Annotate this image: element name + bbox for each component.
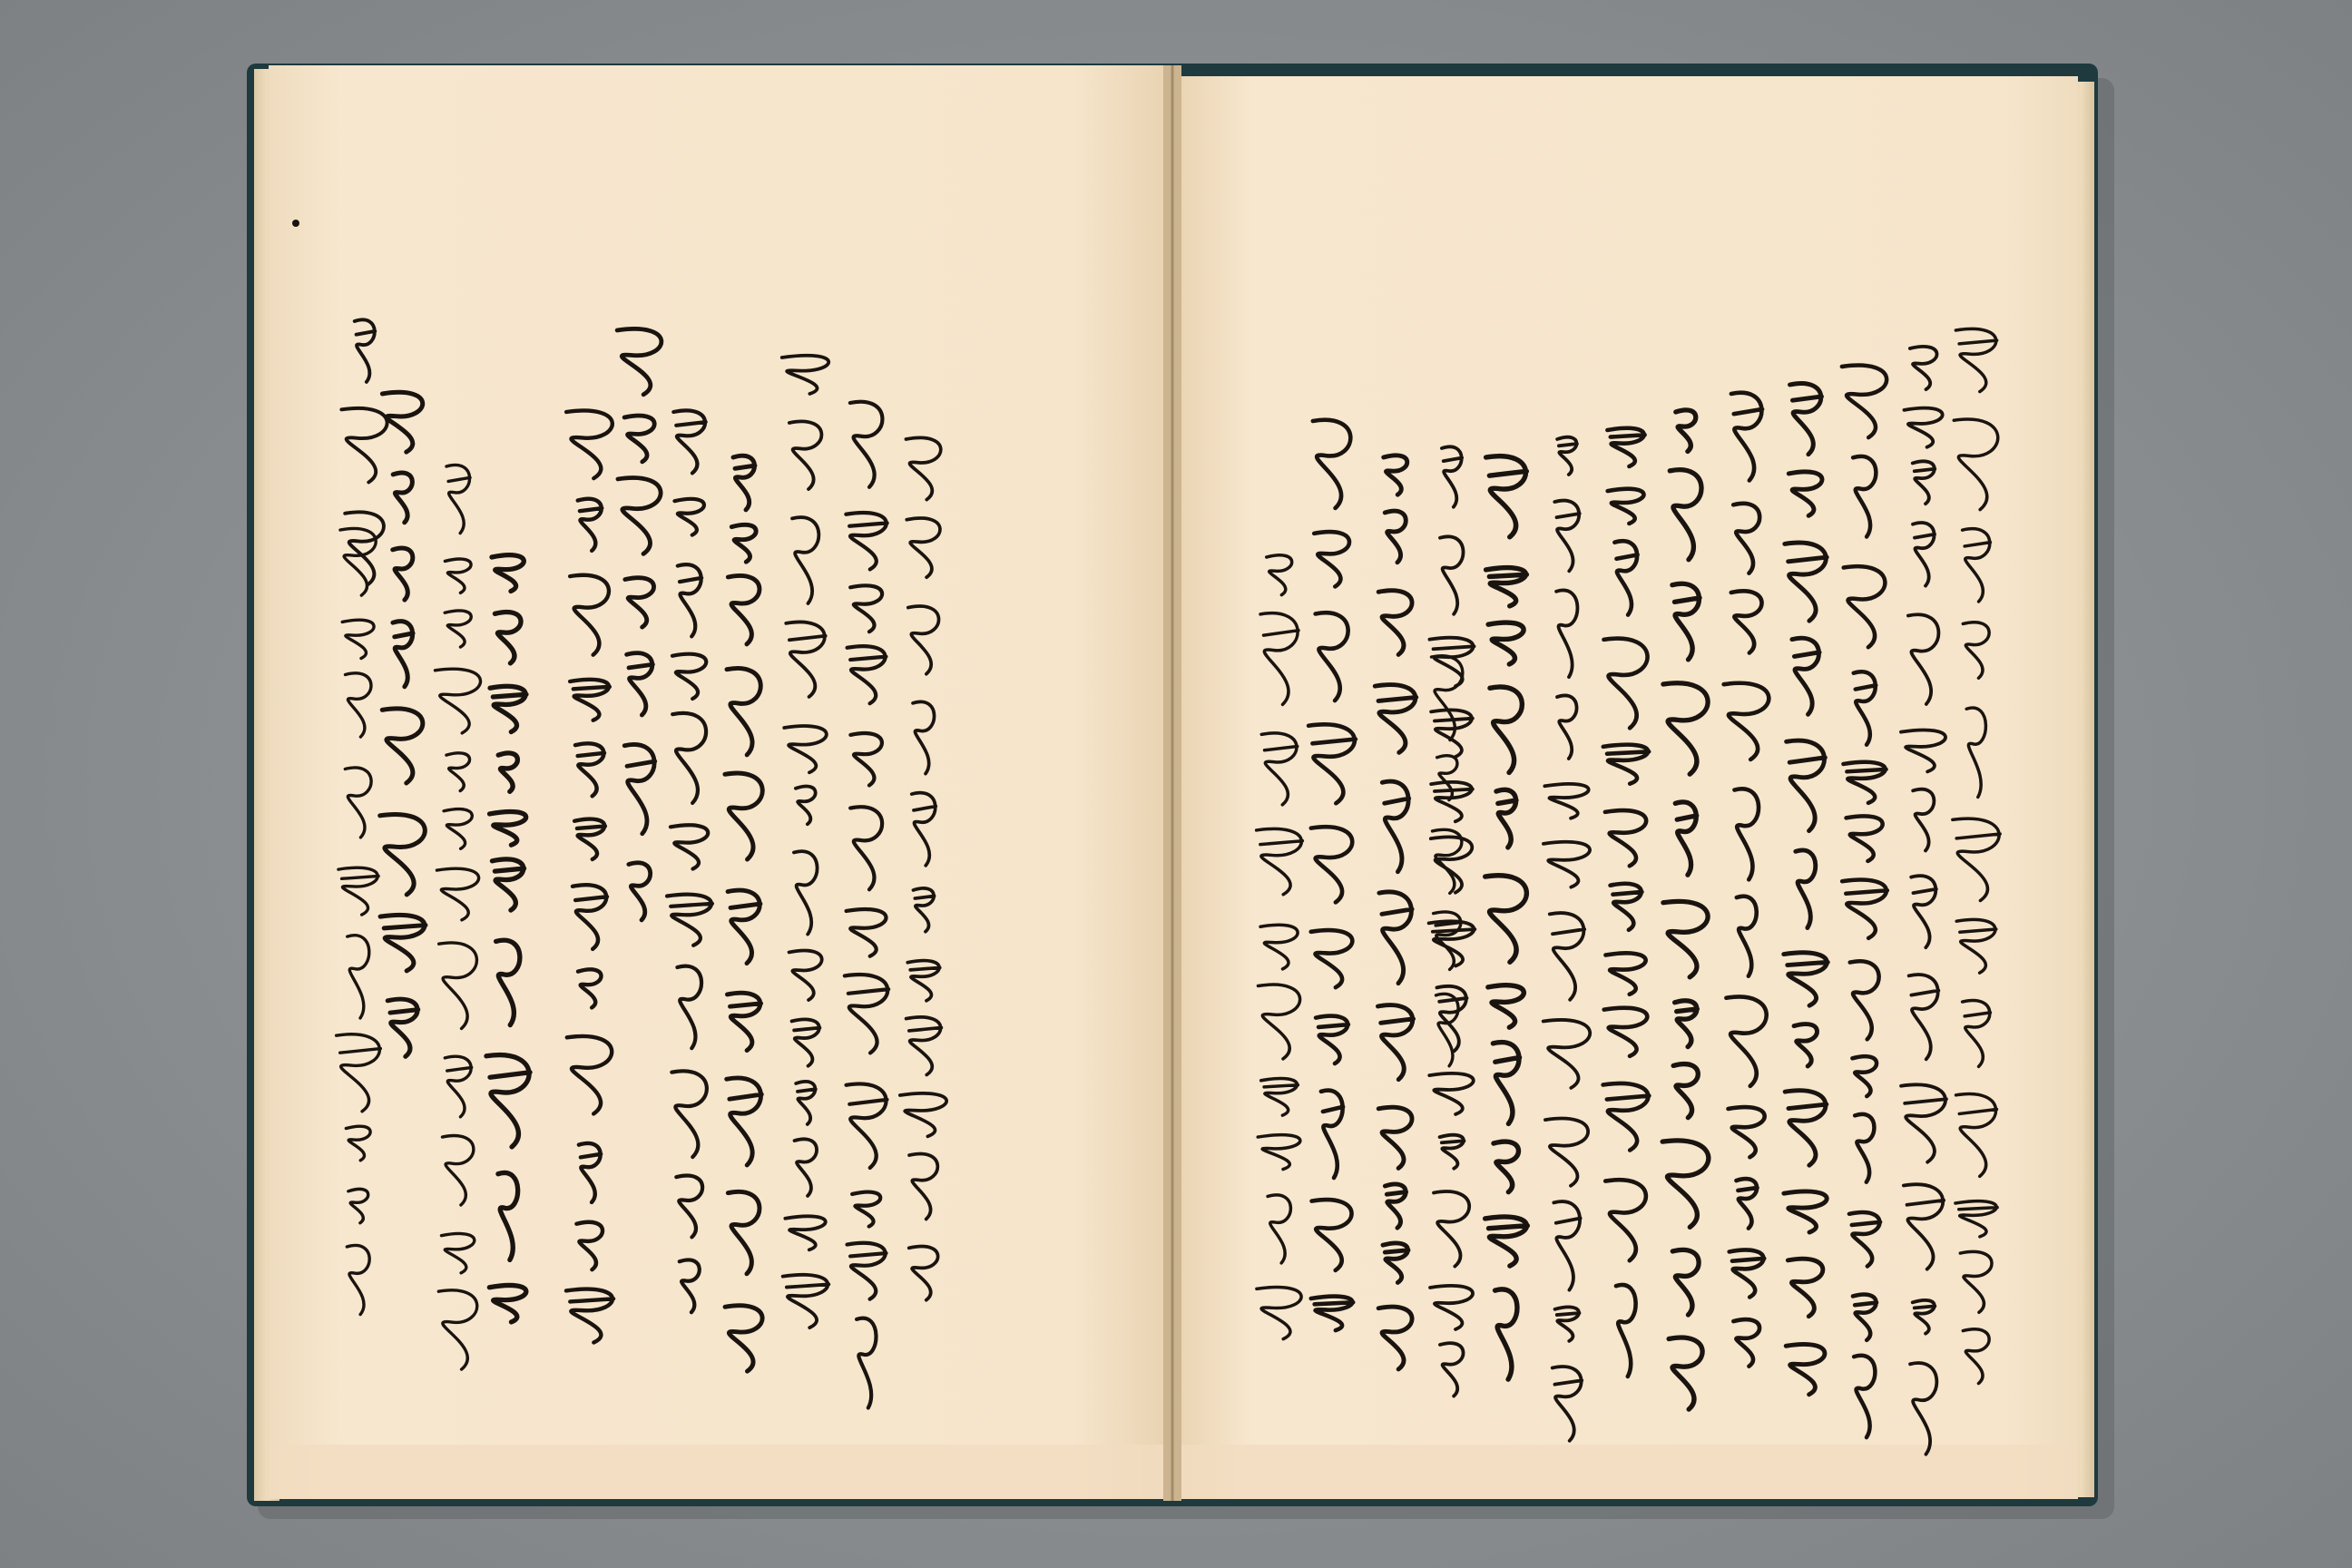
ink-dot [292, 220, 299, 227]
left-page-bottom-band [269, 1445, 1165, 1499]
left-page [269, 65, 1165, 1499]
right-page-bottom-band [1180, 1445, 2078, 1499]
